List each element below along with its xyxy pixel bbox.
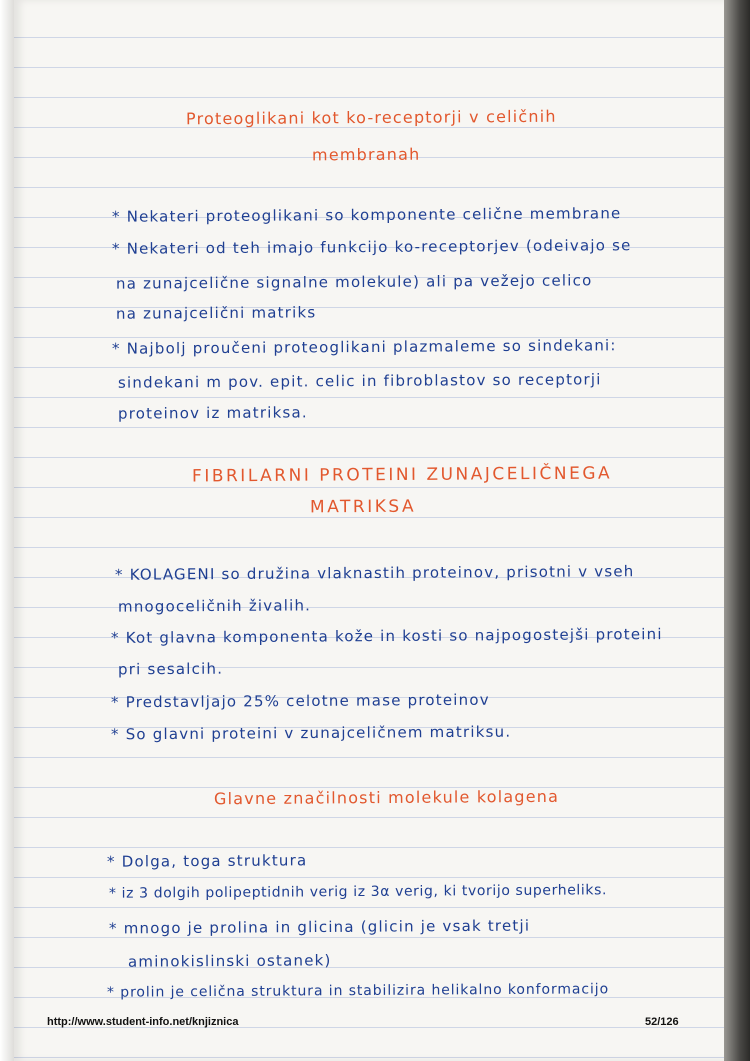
note-line: mnogoceličnih živalih.	[117, 596, 312, 616]
footer-url: http://www.student-info.net/knjiznica	[47, 1016, 239, 1028]
note-line: * Predstavljajo 25% celotne mase proteinov	[110, 690, 490, 712]
notebook-binding	[724, 0, 750, 1061]
note-line: * Dolga, toga struktura	[106, 851, 308, 871]
note-line: * Kot glavna komponenta kože in kosti so najpogostejši proteini	[110, 625, 663, 647]
note-line: * KOLAGENI so družina vlaknastih proteinov, prisotni v vseh	[114, 562, 635, 584]
note-line: na zunajcelične signalne molekule) ali pa vežejo celico	[115, 271, 593, 293]
note-line: sindekani m pov. epit. celic in fibroblastov so receptorji	[117, 370, 602, 392]
note-line: proteinov iz matriksa.	[117, 403, 308, 423]
footer-page-number: 52/126	[645, 1016, 679, 1028]
heading-proteoglikani-line2: membranah	[311, 144, 421, 165]
note-line: aminokislinski ostanek)	[127, 951, 332, 971]
note-line: na zunajcelični matriks	[115, 303, 317, 323]
note-line: * prolin je celična struktura in stabilizira helikalno konformacijo	[106, 981, 610, 1001]
note-line: pri sesalcih.	[117, 659, 224, 679]
note-line: * iz 3 dolgih polipeptidnih verig iz 3α verig, ki tvorijo superheliks.	[108, 882, 608, 902]
heading-fibrilarni-line1: FIBRILARNI PROTEINI ZUNAJCELIČNEGA	[191, 463, 613, 487]
note-line: * So glavni proteini v zunajceličnem matriksu.	[110, 722, 512, 744]
heading-proteoglikani-line1: Proteoglikani kot ko-receptorji v celičnih	[185, 106, 557, 129]
note-line: * Najbolj proučeni proteoglikani plazmaleme so sindekani:	[111, 336, 617, 358]
heading-kolagen-properties: Glavne značilnosti molekule kolagena	[213, 786, 560, 809]
note-line: * Nekateri proteoglikani so komponente celične membrane	[111, 204, 622, 226]
note-line: * Nekateri od teh imajo funkcijo ko-receptorjev (odeivajo se	[111, 236, 632, 258]
note-line: * mnogo je prolina in glicina (glicin je vsak tretji	[108, 916, 531, 938]
heading-fibrilarni-line2: MATRIKSA	[309, 496, 417, 518]
